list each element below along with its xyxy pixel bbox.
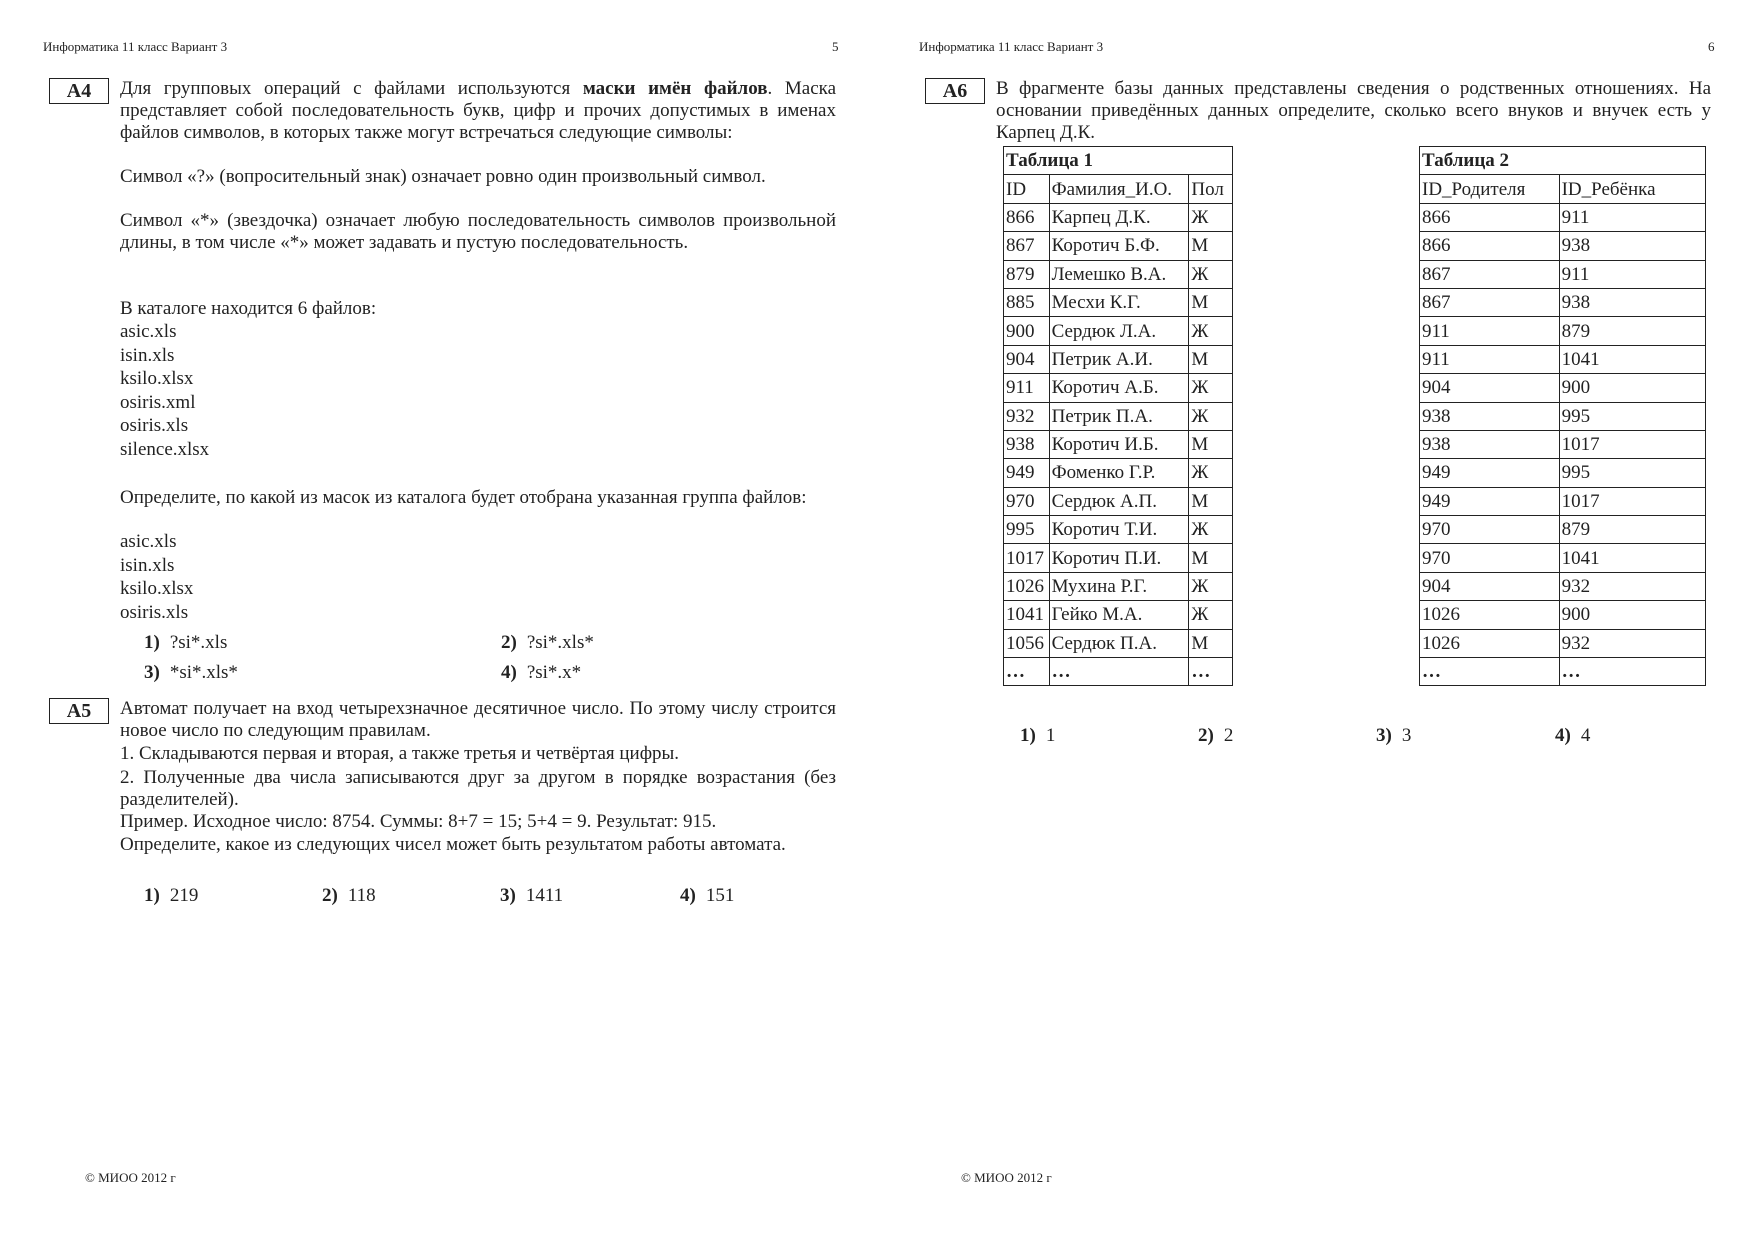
table-cell: 949	[1004, 459, 1050, 487]
table-cell: …	[1004, 658, 1050, 686]
left-footer: © МИОО 2012 г	[85, 1170, 176, 1185]
table-cell: М	[1189, 629, 1233, 657]
table-header-cell: ID_Ребёнка	[1559, 175, 1705, 203]
answer-text: 1	[1045, 725, 1056, 746]
table-cell: Ж	[1189, 203, 1233, 231]
table-row	[1420, 629, 1706, 657]
table-cell: Ж	[1189, 374, 1233, 402]
table-cell: 932	[1004, 402, 1050, 430]
table-cell: Коротич П.И.	[1049, 544, 1189, 572]
table-cell: Сердюк П.А.	[1049, 629, 1189, 657]
table-cell: 866	[1420, 203, 1560, 231]
table-cell: Сердюк Л.А.	[1049, 317, 1189, 345]
table-cell: 879	[1004, 260, 1050, 288]
table-cell: Гейко М.А.	[1049, 601, 1189, 629]
table-row	[1420, 544, 1706, 572]
table-cell: М	[1189, 288, 1233, 316]
table-cell: 1026	[1420, 601, 1560, 629]
table-cell: 900	[1004, 317, 1050, 345]
table-row	[1004, 459, 1233, 487]
table-cell: 900	[1559, 601, 1705, 629]
table-cell: 1017	[1559, 430, 1705, 458]
a5-label: A5	[49, 698, 109, 724]
table-cell: 938	[1559, 232, 1705, 260]
table-cell: 938	[1004, 430, 1050, 458]
answer-text: 4	[1580, 725, 1591, 746]
a5-step-1: 1. Складываются первая и вторая, а также третья и четвёртая цифры.	[120, 743, 680, 764]
table-cell: Ж	[1189, 516, 1233, 544]
table-cell: 949	[1420, 459, 1560, 487]
table-cell: 970	[1004, 487, 1050, 515]
table-cell: М	[1189, 544, 1233, 572]
table-cell: М	[1189, 345, 1233, 373]
group-file: isin.xls	[120, 554, 175, 576]
left-page-number: 5	[832, 39, 839, 54]
table-cell: Петрик П.А.	[1049, 402, 1189, 430]
a5-question: Определите, какое из следующих чисел может быть результатом работы автомата.	[120, 834, 786, 855]
a5-answer-3[interactable]	[500, 885, 563, 907]
a4-question: Определите, по какой из масок из каталога будет отобрана указанная группа файлов:	[120, 487, 807, 508]
table-cell: 938	[1420, 430, 1560, 458]
table-header-cell: ID	[1004, 175, 1050, 203]
table-cell: 949	[1420, 487, 1560, 515]
answer-number: 4)	[680, 885, 696, 906]
table-cell: 1041	[1004, 601, 1050, 629]
a4-answer-2[interactable]	[501, 632, 594, 654]
table-cell: 970	[1420, 516, 1560, 544]
table-cell: Коротич И.Б.	[1049, 430, 1189, 458]
answer-number: 2)	[501, 632, 517, 653]
table-row	[1004, 232, 1233, 260]
table-row	[1420, 487, 1706, 515]
table-cell: 938	[1559, 288, 1705, 316]
table-cell: Ж	[1189, 459, 1233, 487]
answer-number: 2)	[322, 885, 338, 906]
table-row	[1420, 232, 1706, 260]
table-cell: Мухина Р.Г.	[1049, 572, 1189, 600]
table-cell: 932	[1559, 572, 1705, 600]
group-file: osiris.xls	[120, 601, 189, 623]
answer-text: 1411	[525, 885, 564, 906]
a4-answer-3[interactable]	[144, 662, 238, 684]
a4-catalog-heading: В каталоге находится 6 файлов:	[120, 298, 377, 319]
table-cell: 1017	[1559, 487, 1705, 515]
right-header-title: Информатика 11 класс Вариант 3	[919, 39, 1104, 54]
table-cell: 1017	[1004, 544, 1050, 572]
table-header-row	[1004, 175, 1233, 203]
answer-text: 219	[169, 885, 199, 906]
left-header-title: Информатика 11 класс Вариант 3	[43, 39, 228, 54]
a6-answer-2[interactable]	[1198, 725, 1233, 747]
a6-answer-3[interactable]	[1376, 725, 1411, 747]
table-row	[1004, 402, 1233, 430]
table-row	[1004, 288, 1233, 316]
answer-number: 1)	[144, 885, 160, 906]
catalog-file: osiris.xls	[120, 415, 189, 436]
answer-number: 4)	[501, 662, 517, 683]
right-page-number: 6	[1708, 39, 1715, 54]
table-row	[1420, 203, 1706, 231]
catalog-file: osiris.xml	[120, 391, 196, 413]
table-1-caption: Таблица 1	[1004, 147, 1233, 175]
table-cell: 1041	[1559, 345, 1705, 373]
table-row	[1420, 288, 1706, 316]
a6-intro: В фрагменте базы данных представлены сведения о родственных отношениях. На основании приведённых данных определите, сколько всего внуков и внучек есть у Карпец Д.К.	[996, 78, 1711, 143]
a4-rule-question-mark: Символ «?» (вопросительный знак) означает ровно один произвольный символ.	[120, 166, 766, 187]
table-cell: 1026	[1004, 572, 1050, 600]
table-cell: Ж	[1189, 572, 1233, 600]
table-cell: 904	[1420, 374, 1560, 402]
table-cell: 911	[1420, 317, 1560, 345]
table-cell: 904	[1420, 572, 1560, 600]
table-cell: 1056	[1004, 629, 1050, 657]
a6-answer-4[interactable]	[1555, 725, 1590, 747]
answer-text: 118	[347, 885, 376, 906]
a5-example: Пример. Исходное число: 8754. Суммы: 8+7 = 15; 5+4 = 9. Результат: 915.	[120, 811, 717, 832]
table-cell: Ж	[1189, 402, 1233, 430]
table-row	[1004, 601, 1233, 629]
table-cell: 995	[1559, 459, 1705, 487]
table-2-caption: Таблица 2	[1420, 147, 1706, 175]
a4-answer-4[interactable]	[501, 662, 581, 684]
table-1	[1003, 146, 1233, 686]
table-cell: 867	[1004, 232, 1050, 260]
table-row	[1004, 260, 1233, 288]
table-row	[1004, 203, 1233, 231]
a5-answer-1[interactable]	[144, 885, 198, 907]
group-file: ksilo.xlsx	[120, 578, 194, 599]
table-cell: 1026	[1420, 629, 1560, 657]
table-header-row	[1420, 175, 1706, 203]
table-cell: 866	[1004, 203, 1050, 231]
table-cell: Коротич Т.И.	[1049, 516, 1189, 544]
table-cell: 911	[1420, 345, 1560, 373]
a5-answer-2[interactable]	[322, 885, 376, 907]
catalog-file: ksilo.xlsx	[120, 368, 194, 389]
table-cell: 938	[1420, 402, 1560, 430]
table-row	[1420, 430, 1706, 458]
a6-label: A6	[925, 78, 985, 104]
a5-step-2: 2. Полученные два числа записываются друг за другом в порядке возрастания (без разделителей).	[120, 767, 836, 810]
table-row	[1004, 487, 1233, 515]
a4-intro-post: . Маска представляет собой последовательность букв, цифр и прочих допустимых в именах файлов символов, в которых также могут встречаться следующие символы:	[120, 78, 837, 143]
table-cell: Коротич А.Б.	[1049, 374, 1189, 402]
answer-number: 4)	[1555, 725, 1571, 746]
table-cell: 911	[1559, 260, 1705, 288]
a4-answer-1[interactable]	[144, 632, 227, 654]
answer-number: 1)	[144, 632, 160, 653]
table-row	[1004, 374, 1233, 402]
table-cell: Сердюк А.П.	[1049, 487, 1189, 515]
catalog-file: silence.xlsx	[120, 438, 210, 460]
table-cell: 879	[1559, 516, 1705, 544]
a4-label: A4	[49, 78, 109, 104]
table-row	[1004, 516, 1233, 544]
table-2	[1419, 146, 1706, 686]
table-row	[1420, 658, 1706, 686]
table-row	[1004, 658, 1233, 686]
answer-number: 2)	[1198, 725, 1214, 746]
table-cell: 885	[1004, 288, 1050, 316]
table-cell: 932	[1559, 629, 1705, 657]
table-header-cell: Пол	[1189, 175, 1233, 203]
table-cell: …	[1559, 658, 1705, 686]
answer-text: ?si*.x*	[526, 662, 582, 683]
table-header-cell: ID_Родителя	[1420, 175, 1560, 203]
table-cell: 970	[1420, 544, 1560, 572]
table-cell: М	[1189, 232, 1233, 260]
table-cell: 995	[1559, 402, 1705, 430]
table-cell: Фоменко Г.Р.	[1049, 459, 1189, 487]
answer-text: 3	[1401, 725, 1412, 746]
table-cell: …	[1189, 658, 1233, 686]
table-cell: 911	[1559, 203, 1705, 231]
table-cell: 879	[1559, 317, 1705, 345]
right-footer: © МИОО 2012 г	[961, 1170, 1052, 1185]
table-cell: 867	[1420, 288, 1560, 316]
table-cell: Петрик А.И.	[1049, 345, 1189, 373]
table-row	[1004, 430, 1233, 458]
table-row	[1420, 572, 1706, 600]
a4-rule-asterisk: Символ «*» (звездочка) означает любую последовательность символов произвольной длины, в том числе «*» может задавать и пустую последовательность.	[120, 210, 836, 253]
table-cell: Ж	[1189, 601, 1233, 629]
a5-intro: Автомат получает на вход четырехзначное десятичное число. По этому числу строится новое число по следующим правилам.	[120, 698, 836, 741]
table-cell: Коротич Б.Ф.	[1049, 232, 1189, 260]
table-row	[1420, 601, 1706, 629]
table-row	[1004, 345, 1233, 373]
answer-number: 1)	[1020, 725, 1036, 746]
table-cell: М	[1189, 487, 1233, 515]
answer-number: 3)	[500, 885, 516, 906]
table-cell: 900	[1559, 374, 1705, 402]
table-cell: Карпец Д.К.	[1049, 203, 1189, 231]
table-cell: 995	[1004, 516, 1050, 544]
table-row	[1004, 629, 1233, 657]
table-cell: Ж	[1189, 260, 1233, 288]
table-cell: 866	[1420, 232, 1560, 260]
table-row	[1420, 459, 1706, 487]
table-cell: 911	[1004, 374, 1050, 402]
a4-intro-bold: маски имён файлов	[582, 78, 768, 99]
group-file: asic.xls	[120, 531, 177, 552]
a4-catalog-list	[120, 320, 209, 461]
answer-text: *si*.xls*	[169, 662, 238, 683]
answer-text: ?si*.xls*	[526, 632, 594, 653]
table-cell: 1041	[1559, 544, 1705, 572]
table-cell: М	[1189, 430, 1233, 458]
table-row	[1420, 374, 1706, 402]
answer-number: 3)	[1376, 725, 1392, 746]
a5-answer-4[interactable]	[680, 885, 734, 907]
table-row	[1004, 317, 1233, 345]
table-row	[1420, 317, 1706, 345]
table-row	[1004, 544, 1233, 572]
a4-intro	[120, 78, 836, 144]
table-cell: Ж	[1189, 317, 1233, 345]
table-row	[1420, 402, 1706, 430]
answer-text: 2	[1223, 725, 1234, 746]
table-cell: …	[1049, 658, 1189, 686]
table-row	[1004, 572, 1233, 600]
table-cell: 867	[1420, 260, 1560, 288]
catalog-file: isin.xls	[120, 344, 175, 366]
a4-intro-pre: Для групповых операций с файлами используются	[120, 78, 571, 99]
table-cell: Месхи К.Г.	[1049, 288, 1189, 316]
a6-answer-1[interactable]	[1020, 725, 1055, 747]
table-row	[1420, 516, 1706, 544]
answer-text: ?si*.xls	[169, 632, 228, 653]
answer-number: 3)	[144, 662, 160, 683]
table-cell: …	[1420, 658, 1560, 686]
answer-text: 151	[705, 885, 735, 906]
table-cell: Лемешко В.А.	[1049, 260, 1189, 288]
table-row	[1420, 345, 1706, 373]
catalog-file: asic.xls	[120, 321, 177, 342]
a4-group-list	[120, 530, 193, 624]
table-row	[1420, 260, 1706, 288]
table-header-cell: Фамилия_И.О.	[1049, 175, 1189, 203]
table-cell: 904	[1004, 345, 1050, 373]
